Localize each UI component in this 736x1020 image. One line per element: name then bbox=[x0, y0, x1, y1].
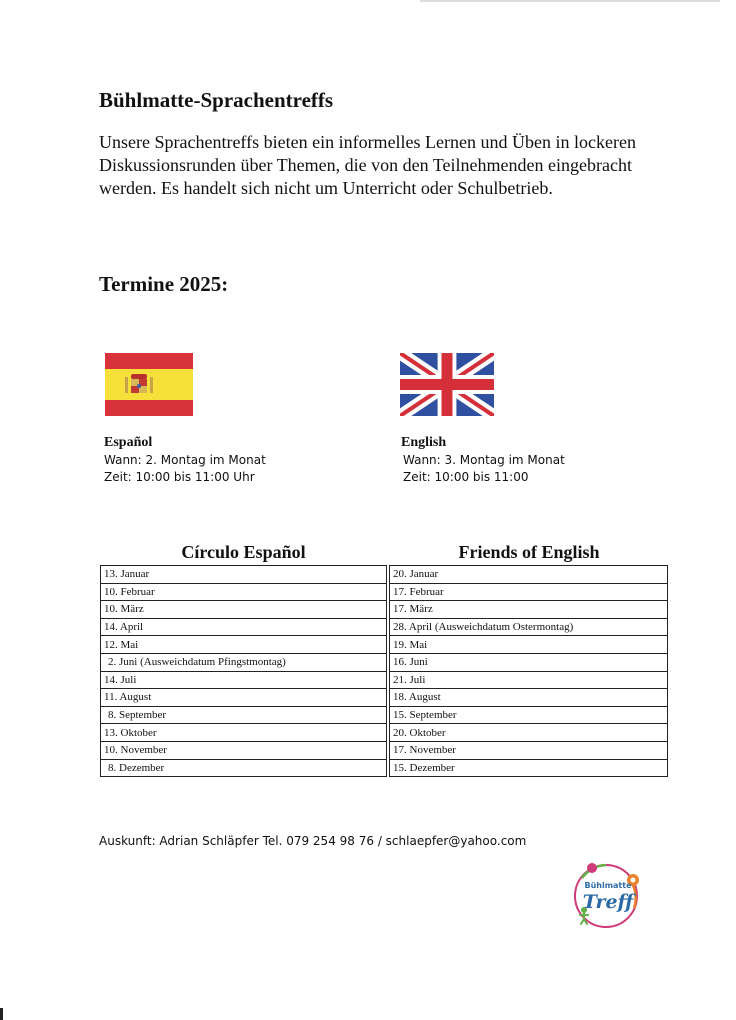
scan-edge-top bbox=[420, 0, 720, 2]
english-schedule-table bbox=[389, 565, 668, 777]
table-row bbox=[101, 566, 387, 584]
table-row bbox=[390, 566, 668, 584]
spanish-date-cell: 13. Oktober bbox=[101, 724, 387, 742]
table-row bbox=[390, 583, 668, 601]
table-row bbox=[390, 618, 668, 636]
spanish-when: Wann: 2. Montag im Monat bbox=[104, 453, 266, 467]
table-row bbox=[101, 583, 387, 601]
spanish-date-cell: 10. November bbox=[101, 741, 387, 759]
table-row bbox=[101, 724, 387, 742]
spanish-date-cell: 14. Juli bbox=[101, 671, 387, 689]
table-row bbox=[101, 689, 387, 707]
spanish-date-cell: 13. Januar bbox=[101, 566, 387, 584]
spanish-schedule-table bbox=[100, 565, 387, 777]
english-schedule-heading: Friends of English bbox=[458, 542, 600, 562]
spanish-schedule-heading: Círculo Español bbox=[181, 542, 306, 562]
english-date-cell: 17. März bbox=[390, 601, 668, 619]
english-date-cell: 15. Dezember bbox=[390, 759, 668, 777]
table-row bbox=[101, 706, 387, 724]
uk-flag-icon bbox=[400, 353, 494, 416]
english-info bbox=[401, 434, 565, 486]
table-row bbox=[101, 653, 387, 671]
table-row bbox=[101, 759, 387, 777]
english-name: English bbox=[401, 435, 447, 450]
spanish-date-cell: 10. Februar bbox=[101, 583, 387, 601]
logo-text-top: Bühlmatte bbox=[584, 881, 632, 890]
spanish-date-cell: 8. September bbox=[101, 706, 387, 724]
table-row bbox=[101, 741, 387, 759]
spanish-date-cell: 2. Juni (Ausweichdatum Pfingstmontag) bbox=[101, 653, 387, 671]
spanish-date-cell: 14. April bbox=[101, 618, 387, 636]
spanish-info bbox=[104, 434, 266, 486]
table-row bbox=[390, 741, 668, 759]
contact-info: Auskunft: Adrian Schläpfer Tel. 079 254 98 76 / schlaepfer@yahoo.com bbox=[99, 834, 527, 848]
table-row bbox=[390, 653, 668, 671]
english-date-cell: 20. Januar bbox=[390, 566, 668, 584]
spanish-date-cell: 11. August bbox=[101, 689, 387, 707]
table-row bbox=[390, 724, 668, 742]
page-title: Bühlmatte-Sprachentreffs bbox=[99, 88, 334, 112]
spanish-name: Español bbox=[104, 435, 153, 450]
table-row bbox=[101, 601, 387, 619]
english-date-cell: 15. September bbox=[390, 706, 668, 724]
spanish-date-cell: 12. Mai bbox=[101, 636, 387, 654]
english-date-cell: 17. Februar bbox=[390, 583, 668, 601]
english-time: Zeit: 10:00 bis 11:00 bbox=[403, 470, 529, 484]
logo-text-main: Treff bbox=[582, 891, 634, 913]
table-row bbox=[390, 706, 668, 724]
english-date-cell: 17. November bbox=[390, 741, 668, 759]
table-row bbox=[390, 671, 668, 689]
spanish-date-cell: 10. März bbox=[101, 601, 387, 619]
dates-heading: Termine 2025: bbox=[99, 272, 229, 296]
english-date-cell: 28. April (Ausweichdatum Ostermontag) bbox=[390, 618, 668, 636]
english-date-cell: 16. Juni bbox=[390, 653, 668, 671]
table-row bbox=[101, 636, 387, 654]
table-row bbox=[390, 689, 668, 707]
english-when: Wann: 3. Montag im Monat bbox=[403, 453, 565, 467]
english-date-cell: 19. Mai bbox=[390, 636, 668, 654]
buehlmatte-treff-logo-icon bbox=[570, 858, 642, 930]
table-row bbox=[390, 601, 668, 619]
intro-paragraph: Unsere Sprachentreffs bieten ein informelles Lernen und Üben in lockeren Diskussionsrunden über Themen, die von den Teilnehmenden eingebracht werden. Es handelt sich nicht um Unterricht oder Schulbetrieb. bbox=[99, 132, 636, 198]
english-date-cell: 18. August bbox=[390, 689, 668, 707]
spanish-time: Zeit: 10:00 bis 11:00 Uhr bbox=[104, 470, 255, 484]
table-row bbox=[390, 636, 668, 654]
table-row bbox=[390, 759, 668, 777]
english-date-cell: 21. Juli bbox=[390, 671, 668, 689]
english-date-cell: 20. Oktober bbox=[390, 724, 668, 742]
table-row bbox=[101, 618, 387, 636]
table-row bbox=[101, 671, 387, 689]
scan-edge-mark bbox=[0, 1008, 3, 1020]
spanish-date-cell: 8. Dezember bbox=[101, 759, 387, 777]
spain-flag-icon bbox=[105, 353, 193, 416]
